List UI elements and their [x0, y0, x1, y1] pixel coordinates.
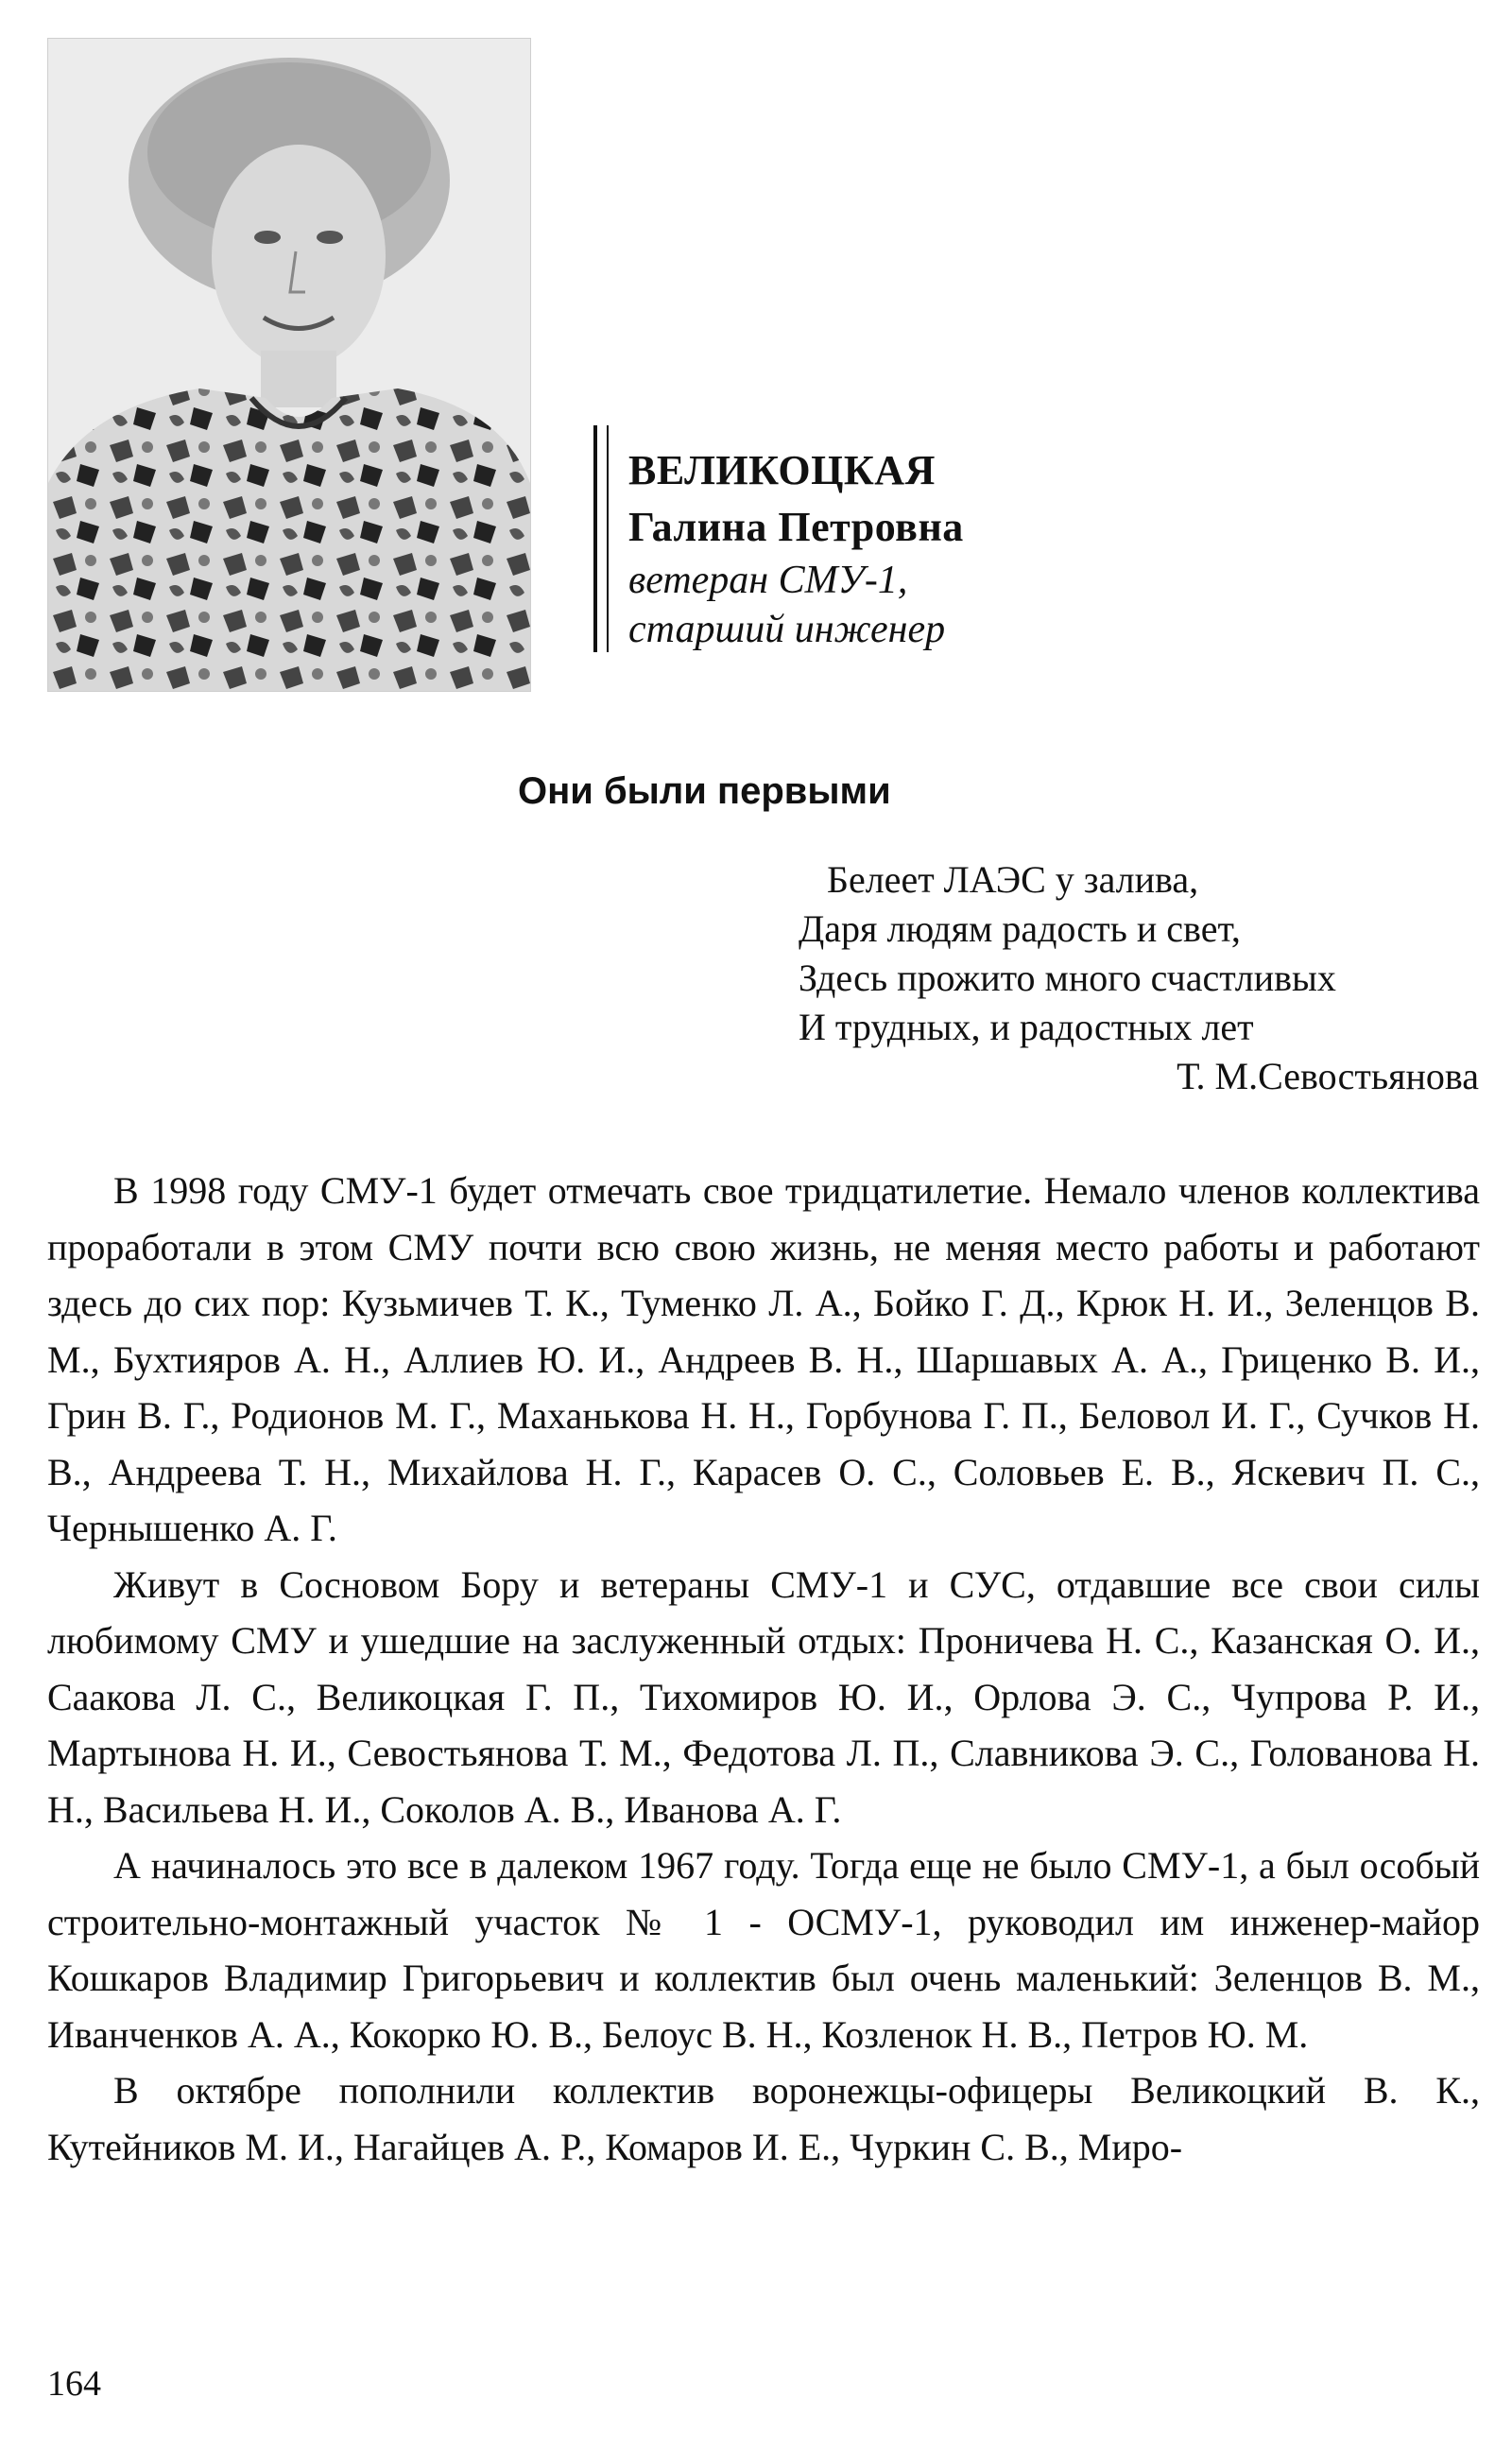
photo-caption: [628, 442, 1195, 654]
section-heading: Они были первыми: [518, 770, 891, 812]
article-body: [47, 1163, 1480, 2175]
poem-line: И трудных, и радостных лет: [799, 1006, 1254, 1048]
paragraph: Живут в Сосновом Бору и ветераны СМУ-1 и СУС, отдавшие все свои силы любимому СМУ и ушедшие на заслуженный отдых: Проничева Н. С., Казанская О. И., Саакова Л. С., Великоцкая Г. П., Тихомиров Ю. И., Орлова Э. С., Чупрова Р. И., Мартынова Н. И., Севостьянова Т. М., Федотова Л. П., Славникова Э. С., Голованова Н. Н., Васильева Н. И., Соколов А. В., Иванова А. Г.: [47, 1562, 1480, 1831]
caption-role-line-2: старший инженер: [628, 608, 946, 651]
portrait-figure-icon: [48, 39, 530, 691]
poem-line: Здесь прожито много счастливых: [799, 957, 1336, 999]
caption-name: Галина Петровна: [628, 504, 964, 550]
paragraph: В октябре пополнили коллектив воронежцы-офицеры Великоцкий В. К., Кутейников М. И., Нагайцев А. Р., Комаров И. Е., Чуркин С. В., Миро-: [47, 2069, 1480, 2168]
caption-role-line-1: ветеран СМУ-1,: [628, 559, 908, 602]
paragraph: А начиналось это все в далеком 1967 году. Тогда еще не было СМУ-1, а был особый строительно-монтажный участок № 1 - ОСМУ-1, руководил им инженер-майор Кошкаров Владимир Григорьевич и коллектив был очень маленький: Зеленцов В. М., Иванченков А. А., Кокорко Ю. В., Белоус В. Н., Козленок Н. В., Петров Ю. М.: [47, 1844, 1480, 2056]
poem-line: Белеет ЛАЭС у залива,: [827, 858, 1199, 901]
portrait-photo: [47, 38, 531, 692]
paragraph: В 1998 году СМУ-1 будет отмечать свое тридцатилетие. Немало членов коллектива проработали в этом СМУ почти всю свою жизнь, не меняя место работы и работают здесь до сих пор: Кузьмичев Т. К., Туменко Л. А., Бойко Г. Д., Крюк Н. И., Зеленцов В. М., Бухтияров А. Н., Аллиев Ю. И., Андреев В. Н., Шаршавых А. А., Гриценко В. И., Грин В. Г., Родионов М. Г., Маханькова Н. Н., Горбунова Г. П., Беловол И. Г., Сучков Н. В., Андреева Т. Н., Михайлова Н. Г., Карасев О. С., Соловьев Е. В., Яскевич П. С., Чернышенко А. Г.: [47, 1169, 1480, 1549]
page-number: 164: [47, 2364, 101, 2404]
caption-divider: [593, 425, 609, 652]
epigraph-poem: [799, 855, 1479, 1101]
poem-author: Т. М.Севостьянова: [1177, 1055, 1479, 1097]
caption-surname: ВЕЛИКОЦКАЯ: [628, 447, 936, 493]
poem-line: Даря людям радость и свет,: [799, 907, 1241, 950]
